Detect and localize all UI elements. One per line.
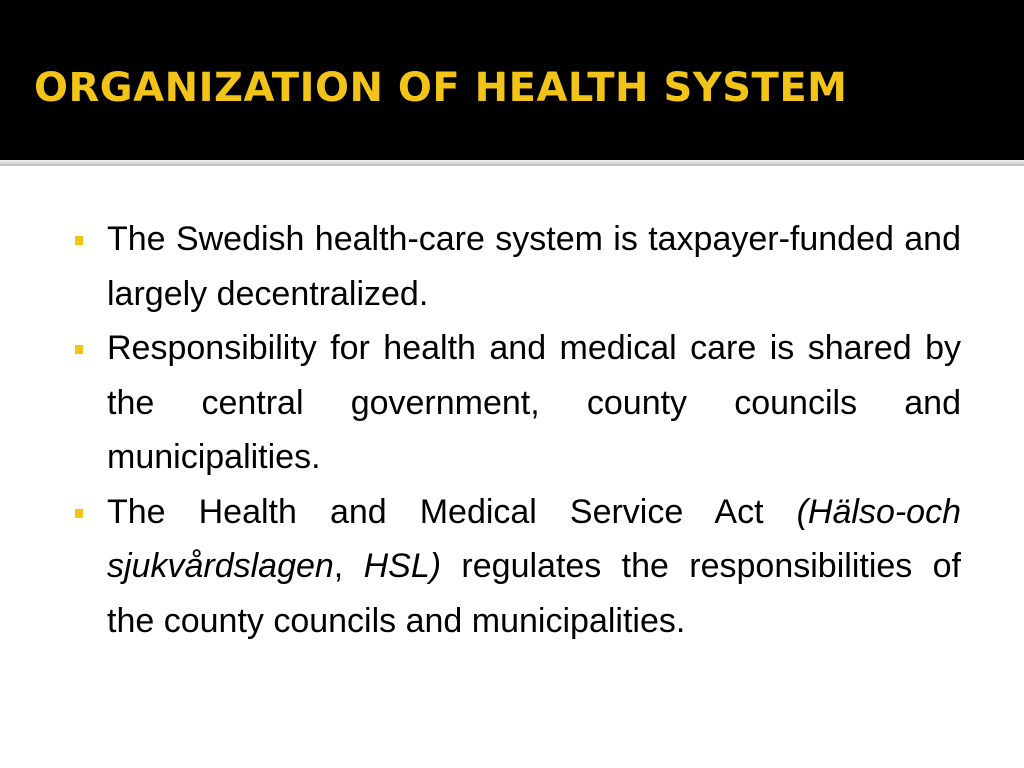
square-bullet-icon: [75, 345, 83, 354]
comma: ,: [333, 547, 364, 585]
bullet-item: [72, 212, 961, 321]
act-swedish-name: (Hälso-och sjukvårdslagen: [107, 492, 961, 585]
bullet-text-start: The Health and Medical Service Act: [107, 492, 797, 531]
bullet-text: Responsibility for health and medical care is shared by the central government, county councils and municipalities.: [107, 329, 961, 476]
bullet-text-end: regulates the responsibilities of the county councils and municipalities.: [107, 547, 961, 640]
title-divider: [0, 160, 1024, 166]
act-abbreviation: HSL): [363, 547, 442, 585]
square-bullet-icon: [75, 236, 83, 245]
bullet-item: [72, 321, 961, 485]
bullet-text: The Swedish health-care system is taxpayer-funded and largely decentralized.: [107, 220, 961, 313]
square-bullet-icon: [75, 509, 83, 518]
bullet-list: [72, 212, 961, 648]
slide-title: ORGANIZATION OF HEALTH SYSTEM: [34, 65, 848, 111]
bullet-item: [72, 485, 961, 649]
